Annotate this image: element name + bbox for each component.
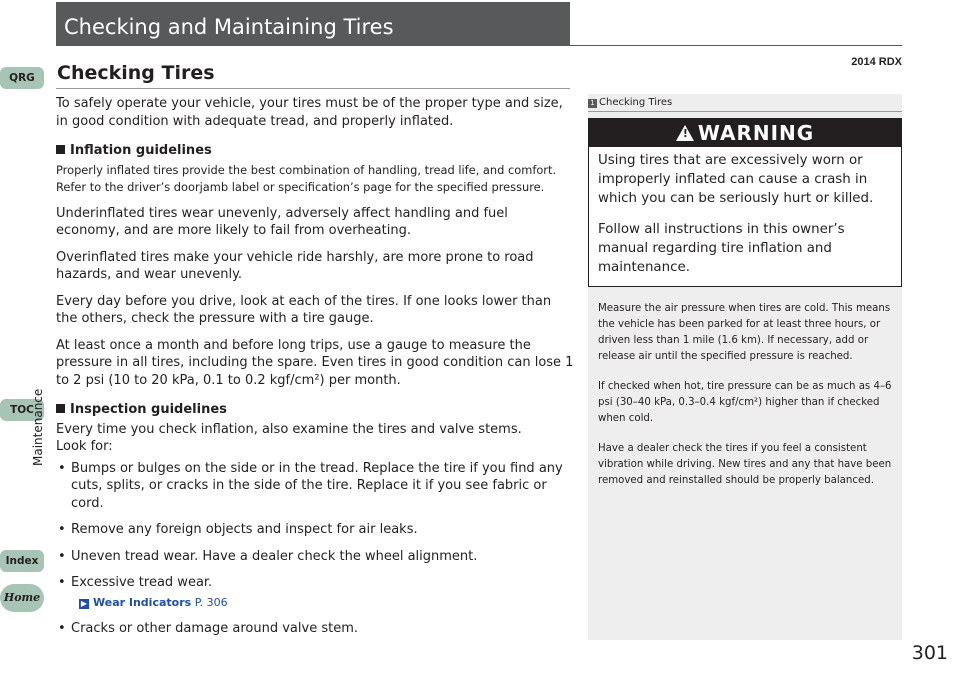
list-item-text: Excessive tread wear. xyxy=(71,575,213,590)
sidebar-heading-text: Checking Tires xyxy=(599,97,673,108)
xref-page: P. 306 xyxy=(194,595,228,609)
warning-paragraph-1: Using tires that are excessively worn or improperly inflated can cause a crash in which you can be seriously hurt or killed. xyxy=(598,153,874,206)
list-item xyxy=(56,574,574,611)
inflation-heading xyxy=(56,142,574,160)
list-item: • Uneven tread wear. Have a dealer check the wheel alignment. xyxy=(56,548,574,566)
wear-indicators-link[interactable] xyxy=(71,594,574,612)
list-item: • Cracks or other damage around valve stem. xyxy=(56,620,574,638)
list-item: • Bumps or bulges on the side or in the tread. Replace the tire if you find any cuts, splits, or cracks in the side of the tire. Replace it if you see fabric or cord. xyxy=(56,460,574,513)
inspection-list xyxy=(56,460,574,638)
note-paragraph-2: If checked when hot, tire pressure can be as much as 4–6 psi (30–40 kPa, 0.3–0.4 kgf/cm²) higher than if checked when cold. xyxy=(598,381,892,424)
inflation-heading-text: Inflation guidelines xyxy=(70,143,212,158)
header-rule xyxy=(570,45,902,46)
arrow-right-icon: ▶ xyxy=(80,598,88,608)
chapter-header-bar xyxy=(56,2,570,46)
warning-label: WARNING xyxy=(697,121,815,145)
inspection-line-1: Every time you check inflation, also examine the tires and valve stems. xyxy=(56,421,522,437)
inflation-paragraph-2: Underinflated tires wear unevenly, adversely affect handling and fuel economy, and are more likely to fail from overheating. xyxy=(56,205,508,238)
chapter-tab-label: Maintenance xyxy=(31,388,45,466)
xref-label: Wear Indicators xyxy=(93,595,192,609)
section-rule xyxy=(56,88,570,89)
index-button[interactable]: Index xyxy=(0,550,44,572)
inflation-paragraph-3: Overinflated tires make your vehicle ride harshly, are more prone to road hazards, and wear unevenly. xyxy=(56,249,534,282)
inspection-heading xyxy=(56,401,574,419)
toc-button[interactable]: TOC xyxy=(0,399,44,421)
warning-paragraph-2: Follow all instructions in this owner’s manual regarding tire inflation and maintenance. xyxy=(598,222,845,275)
inspection-heading-text: Inspection guidelines xyxy=(70,402,227,417)
sidebar-notes xyxy=(598,301,894,503)
warning-box xyxy=(588,118,902,287)
warning-body xyxy=(598,151,888,289)
warning-triangle-icon: ! xyxy=(676,125,694,141)
note-paragraph-3: Have a dealer check the tires if you feel a consistent vibration while driving. New tires and any that have been removed and reinstalled should be properly balanced. xyxy=(598,443,892,486)
inflation-paragraph-1: Properly inflated tires provide the best combination of handling, tread life, and comfort. Refer to the driver’s doorjamb label or specification’s page for the specified pressure. xyxy=(56,162,557,194)
note-number-badge: 1 xyxy=(588,99,597,108)
chapter-header-title: Checking and Maintaining Tires xyxy=(64,15,394,39)
square-bullet-icon xyxy=(56,404,65,413)
note-paragraph-1: Measure the air pressure when tires are cold. This means the vehicle has been parked for at least three hours, or driven less than 1 mile (1.6 km). If necessary, add or release air until the specified pressure is reached. xyxy=(598,303,891,362)
page-number: 301 xyxy=(911,642,948,664)
section-title: Checking Tires xyxy=(57,62,215,84)
inflation-paragraph-5: At least once a month and before long trips, use a gauge to measure the pressure in all tires, including the spare. Even tires in good condition can lose 1 to 2 psi (10 to 20 kPa, 0.1 to 0.2 kgf/cm²) per month. xyxy=(56,337,574,388)
intro-paragraph: To safely operate your vehicle, your tires must be of the proper type and size, in good condition with adequate tread, and properly inflated. xyxy=(56,96,563,129)
main-column xyxy=(56,95,574,647)
qrg-button[interactable]: QRG xyxy=(0,67,44,89)
sidebar-notes-box xyxy=(588,94,902,640)
model-label: 2014 RDX xyxy=(851,56,902,68)
warning-banner xyxy=(589,119,901,147)
sidebar-heading xyxy=(588,96,902,112)
inspection-line-2: Look for: xyxy=(56,439,113,454)
inflation-paragraph-4: Every day before you drive, look at each of the tires. If one looks lower than the others, check the pressure with a tire gauge. xyxy=(56,293,552,326)
list-item: • Remove any foreign objects and inspect for air leaks. xyxy=(56,521,574,539)
square-bullet-icon xyxy=(56,145,65,154)
home-button[interactable]: Home xyxy=(0,584,44,612)
